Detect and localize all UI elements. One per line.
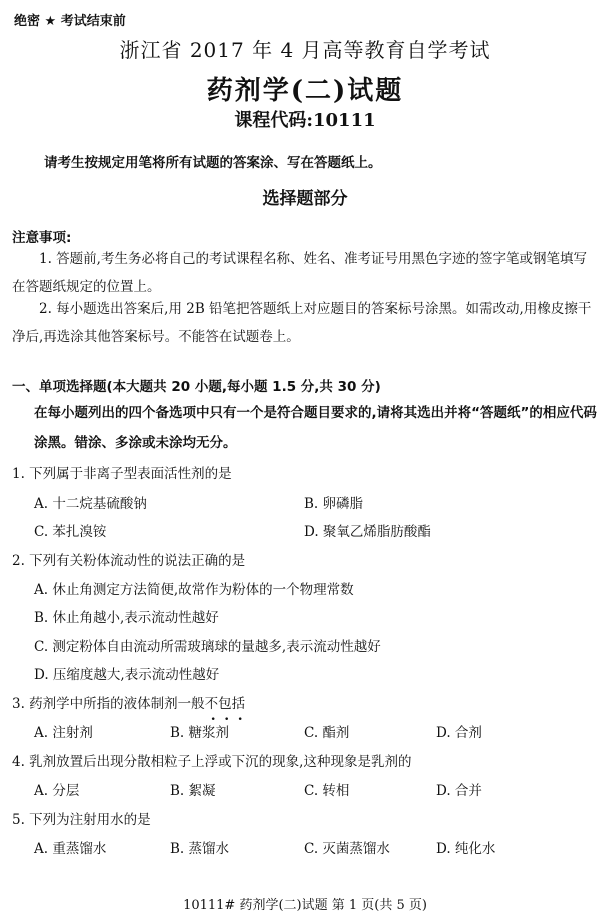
part-title: 选择题部分	[262, 189, 348, 209]
option-b: B. 蒸馏水	[170, 841, 230, 857]
option-a: A. 十二烷基硫酸钠	[34, 496, 147, 512]
question-stem: 5. 下列为注射用水的是	[12, 812, 151, 828]
option-c: C. 苯扎溴铵	[34, 524, 107, 540]
secret-mark: 绝密 ★ 考试结束前	[14, 14, 126, 29]
option-c: C. 灭菌蒸馏水	[304, 841, 390, 857]
question-stem: 4. 乳剂放置后出现分散相粒子上浮或下沉的现象,这种现象是乳剂的	[12, 754, 412, 770]
exam-title: 浙江省 2017 年 4 月高等教育自学考试	[119, 38, 491, 62]
option-d: D. 合并	[436, 783, 482, 799]
option-b: B. 絮凝	[170, 783, 216, 799]
answer-instruction: 请考生按规定用笔将所有试题的答案涂、写在答题纸上。	[44, 155, 382, 171]
section-heading: 一、单项选择题(本大题共 20 小题,每小题 1.5 分,共 30 分)	[12, 379, 381, 395]
option-b: B. 休止角越小,表示流动性越好	[34, 610, 219, 626]
paper-title: 药剂学(二)试题	[206, 76, 404, 106]
section-description: 在每小题列出的四个备选项中只有一个是符合题目要求的,请将其选出并将“答题纸”的相应代码涂黑。错涂、多涂或未涂均无分。	[34, 405, 597, 451]
notes-heading: 注意事项:	[12, 230, 72, 246]
option-b: B. 卵磷脂	[304, 496, 364, 512]
option-d: D. 聚氧乙烯脂肪酸酯	[304, 524, 431, 540]
option-c: C. 酯剂	[304, 725, 350, 741]
course-code: 课程代码:10111	[234, 110, 376, 131]
option-b: B. 糖浆剂	[170, 725, 230, 741]
option-d: D. 合剂	[436, 725, 482, 741]
option-a: A. 休止角测定方法简便,故常作为粉体的一个物理常数	[34, 582, 354, 598]
note-item: 1. 答题前,考生务必将自己的考试课程名称、姓名、准考证号用黑色字迹的签字笔或钢笔填写在答题纸规定的位置上。	[12, 251, 587, 295]
option-d: D. 纯化水	[436, 841, 496, 857]
question-stem	[12, 692, 245, 712]
option-c: C. 测定粉体自由流动所需玻璃球的量越多,表示流动性越好	[34, 639, 381, 655]
option-c: C. 转相	[304, 783, 350, 799]
option-a: A. 分层	[34, 783, 80, 799]
note-item: 2. 每小题选出答案后,用 2B 铅笔把答题纸上对应题目的答案标号涂黑。如需改动,用橡皮擦干净后,再选涂其他答案标号。不能答在试题卷上。	[12, 301, 592, 345]
emphasis-char: 括	[231, 696, 246, 712]
page-footer: 10111# 药剂学(二)试题 第 1 页(共 5 页)	[183, 898, 427, 913]
question-stem: 2. 下列有关粉体流动性的说法正确的是	[12, 553, 246, 569]
question-stem: 1. 下列属于非离子型表面活性剂的是	[12, 466, 232, 482]
emphasis-char: 不	[204, 696, 219, 712]
option-d: D. 压缩度越大,表示流动性越好	[34, 667, 220, 683]
question-stem-text: 3. 药剂学中所指的液体制剂一般	[12, 696, 205, 712]
option-a: A. 重蒸馏水	[34, 841, 107, 857]
option-a: A. 注射剂	[34, 725, 93, 741]
emphasis-char: 包	[218, 696, 232, 712]
